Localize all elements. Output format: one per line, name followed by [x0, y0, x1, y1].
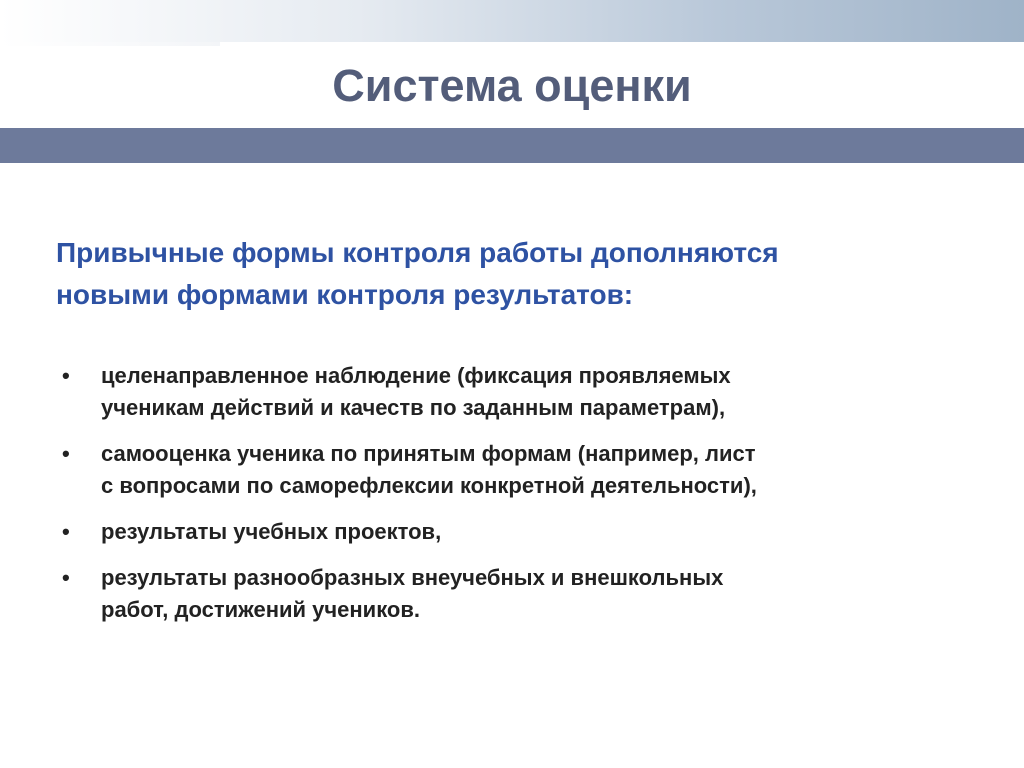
- subtitle-line: новыми формами контроля результатов:: [56, 279, 634, 310]
- bullet-list: [56, 360, 976, 640]
- bullet-marker: •: [62, 363, 70, 388]
- bullet-item: [56, 438, 976, 502]
- slide-subtitle: [56, 232, 976, 316]
- slide-title: Система оценки: [332, 60, 692, 111]
- bullet-line: целенаправленное наблюдение (фиксация проявляемых: [101, 363, 731, 388]
- bullet-marker: •: [62, 565, 70, 590]
- bullet-item: [56, 516, 976, 548]
- bullet-item: [56, 360, 976, 424]
- top-gradient-bar: [0, 0, 1024, 42]
- bullet-line: работ, достижений учеников.: [101, 597, 420, 622]
- bullet-line: ученикам действий и качеств по заданным параметрам),: [101, 395, 726, 420]
- bullet-marker: •: [62, 441, 70, 466]
- subtitle-line: Привычные формы контроля работы дополняются: [56, 237, 779, 268]
- bullet-line: самооценка ученика по принятым формам (например, лист: [101, 441, 756, 466]
- bullet-marker: •: [62, 519, 70, 544]
- bullet-line: результаты учебных проектов,: [101, 519, 442, 544]
- top-gradient-accent: [0, 42, 220, 46]
- bullet-line: с вопросами по саморефлексии конкретной деятельности),: [101, 473, 757, 498]
- bullet-item: [56, 562, 976, 626]
- title-divider-band: [0, 128, 1024, 163]
- bullet-line: результаты разнообразных внеучебных и внешкольных: [101, 565, 724, 590]
